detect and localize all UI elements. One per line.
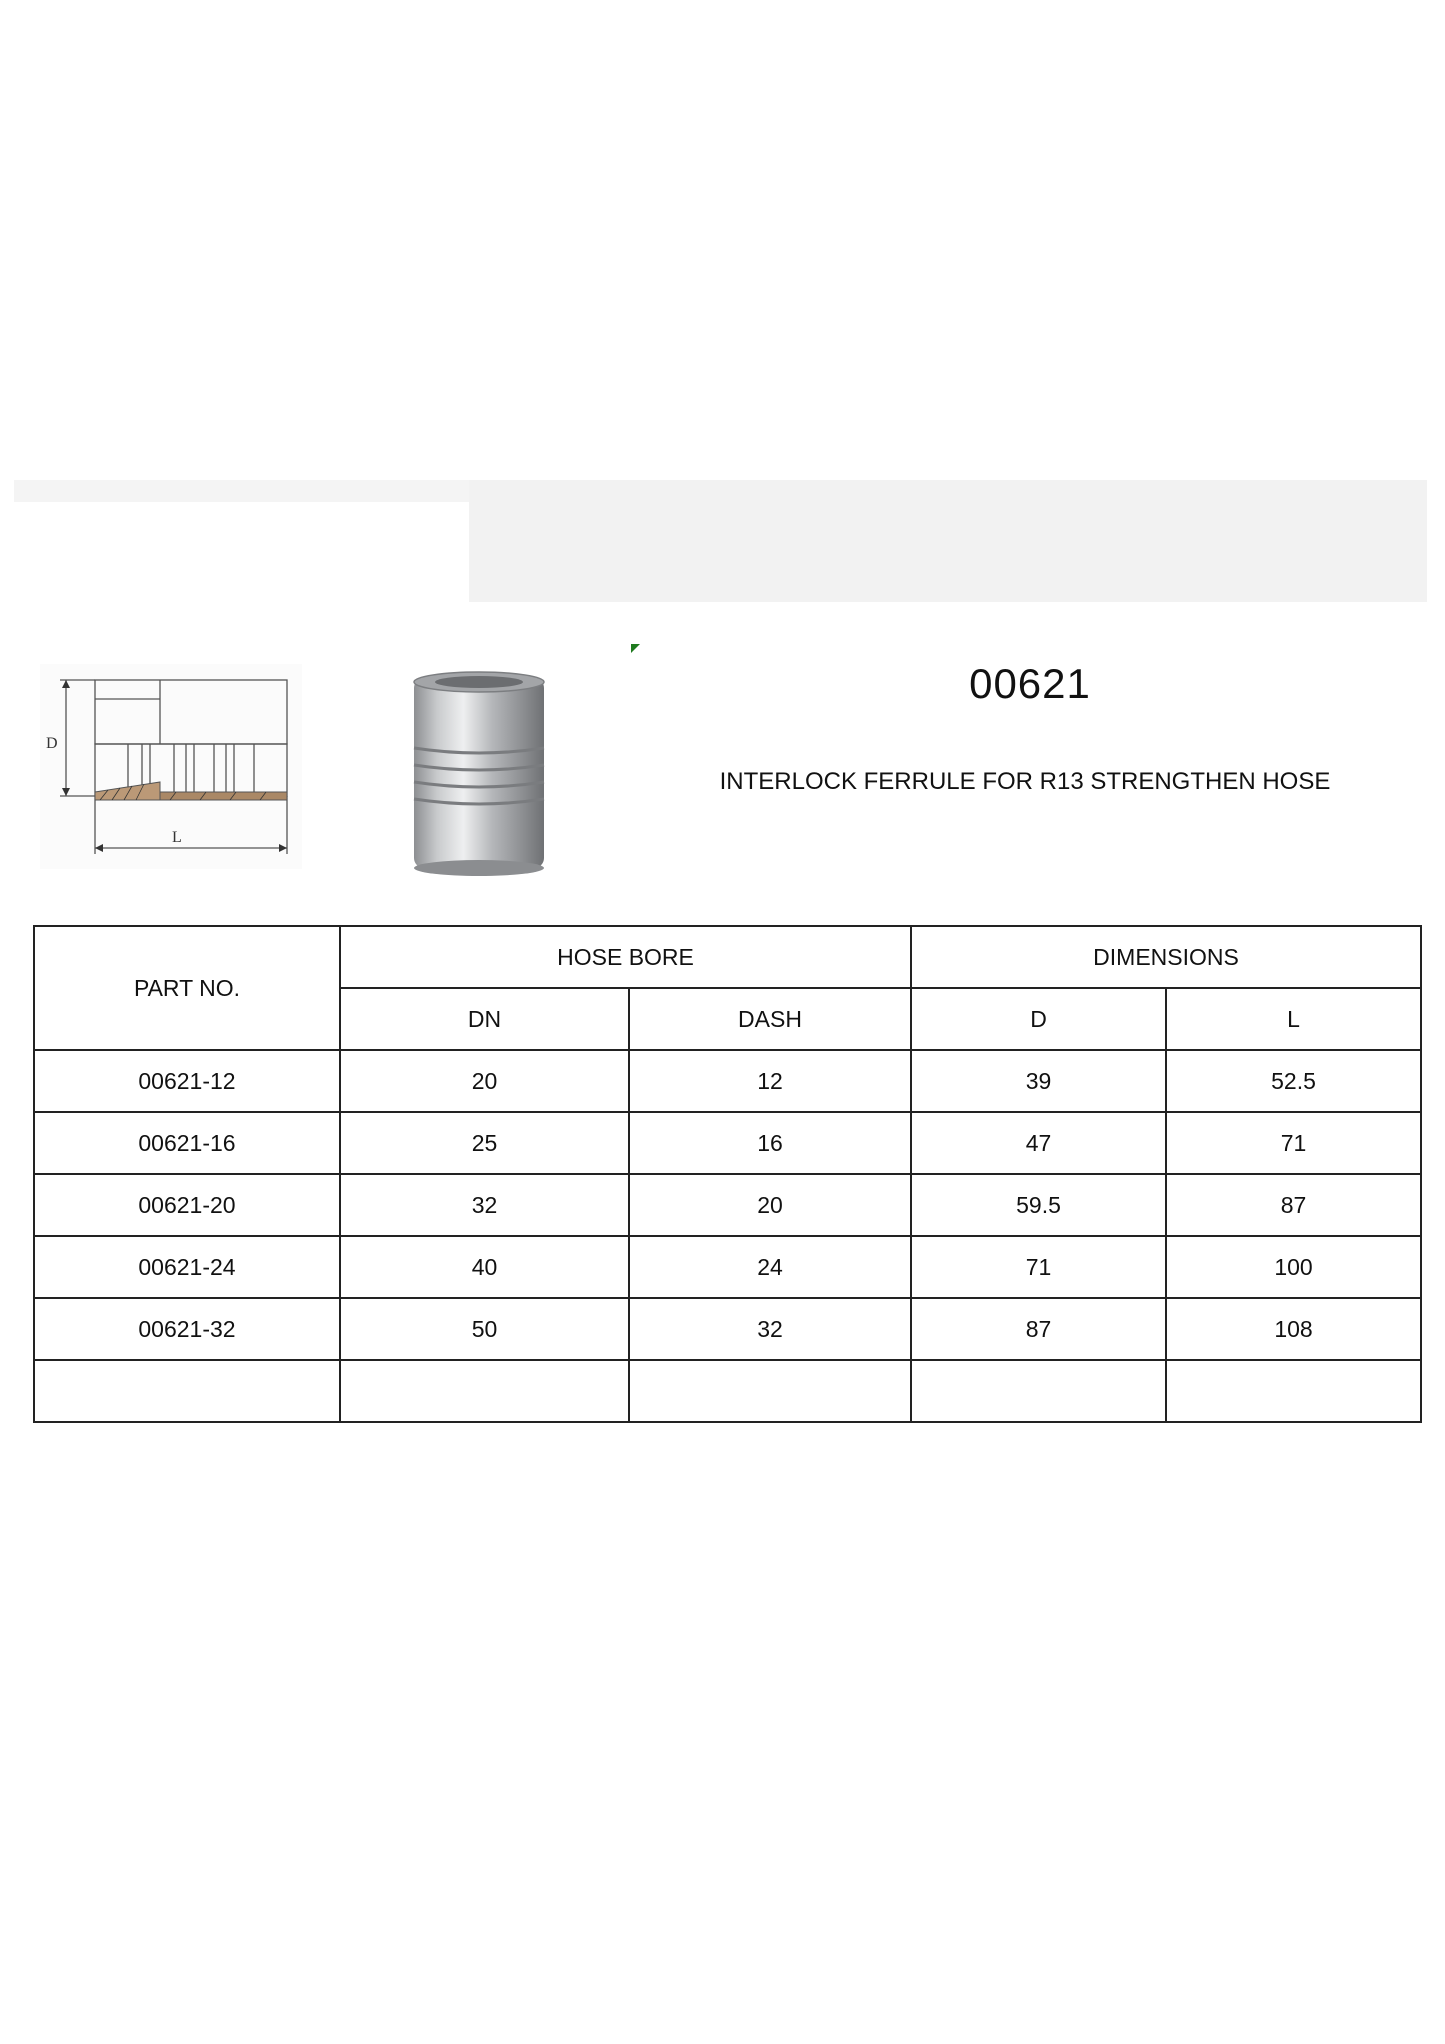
cell-l: 108 (1166, 1298, 1421, 1360)
table-row (34, 1050, 1421, 1112)
header-l: L (1166, 988, 1421, 1050)
table-row (34, 1112, 1421, 1174)
technical-drawing (40, 664, 302, 869)
header-dn: DN (340, 988, 629, 1050)
cell-dn: 50 (340, 1298, 629, 1360)
corner-marker-icon (631, 644, 640, 653)
cell-l: 100 (1166, 1236, 1421, 1298)
cell-d (911, 1360, 1166, 1422)
cell-part-no: 00621-32 (34, 1298, 340, 1360)
specification-table (33, 925, 1422, 1423)
ferrule-photo (390, 660, 565, 880)
table-row (34, 1174, 1421, 1236)
table-row (34, 1298, 1421, 1360)
cell-part-no: 00621-24 (34, 1236, 340, 1298)
header-part-no: PART NO. (34, 926, 340, 1050)
cell-part-no: 00621-16 (34, 1112, 340, 1174)
cell-l: 52.5 (1166, 1050, 1421, 1112)
cell-d: 47 (911, 1112, 1166, 1174)
cell-part-no: 00621-20 (34, 1174, 340, 1236)
cell-part-no (34, 1360, 340, 1422)
header-dimensions: DIMENSIONS (911, 926, 1421, 988)
cell-l (1166, 1360, 1421, 1422)
cell-d: 39 (911, 1050, 1166, 1112)
cell-dn: 40 (340, 1236, 629, 1298)
cell-l: 71 (1166, 1112, 1421, 1174)
drawing-dim-d: D (46, 735, 58, 752)
header-hose-bore: HOSE BORE (340, 926, 911, 988)
product-photo (390, 660, 565, 880)
cell-dash: 12 (629, 1050, 911, 1112)
table-row-empty (34, 1360, 1421, 1422)
cell-dn: 25 (340, 1112, 629, 1174)
header-band-right (469, 480, 1427, 602)
part-number-title: 00621 (969, 660, 1091, 707)
header-d: D (911, 988, 1166, 1050)
cell-dash: 20 (629, 1174, 911, 1236)
cell-dn: 32 (340, 1174, 629, 1236)
ferrule-section-drawing (40, 664, 302, 869)
table-row (34, 1236, 1421, 1298)
cell-d: 71 (911, 1236, 1166, 1298)
cell-d: 87 (911, 1298, 1166, 1360)
cell-dash: 32 (629, 1298, 911, 1360)
cell-part-no: 00621-12 (34, 1050, 340, 1112)
table-header-row (34, 926, 1421, 988)
cell-dn (340, 1360, 629, 1422)
drawing-dim-l: L (172, 829, 182, 846)
cell-dash: 16 (629, 1112, 911, 1174)
cell-dash (629, 1360, 911, 1422)
product-description: INTERLOCK FERRULE FOR R13 STRENGTHEN HOSE (719, 768, 1331, 795)
cell-d: 59.5 (911, 1174, 1166, 1236)
cell-dn: 20 (340, 1050, 629, 1112)
header-dash: DASH (629, 988, 911, 1050)
cell-l: 87 (1166, 1174, 1421, 1236)
cell-dash: 24 (629, 1236, 911, 1298)
header-band-left (14, 480, 469, 502)
